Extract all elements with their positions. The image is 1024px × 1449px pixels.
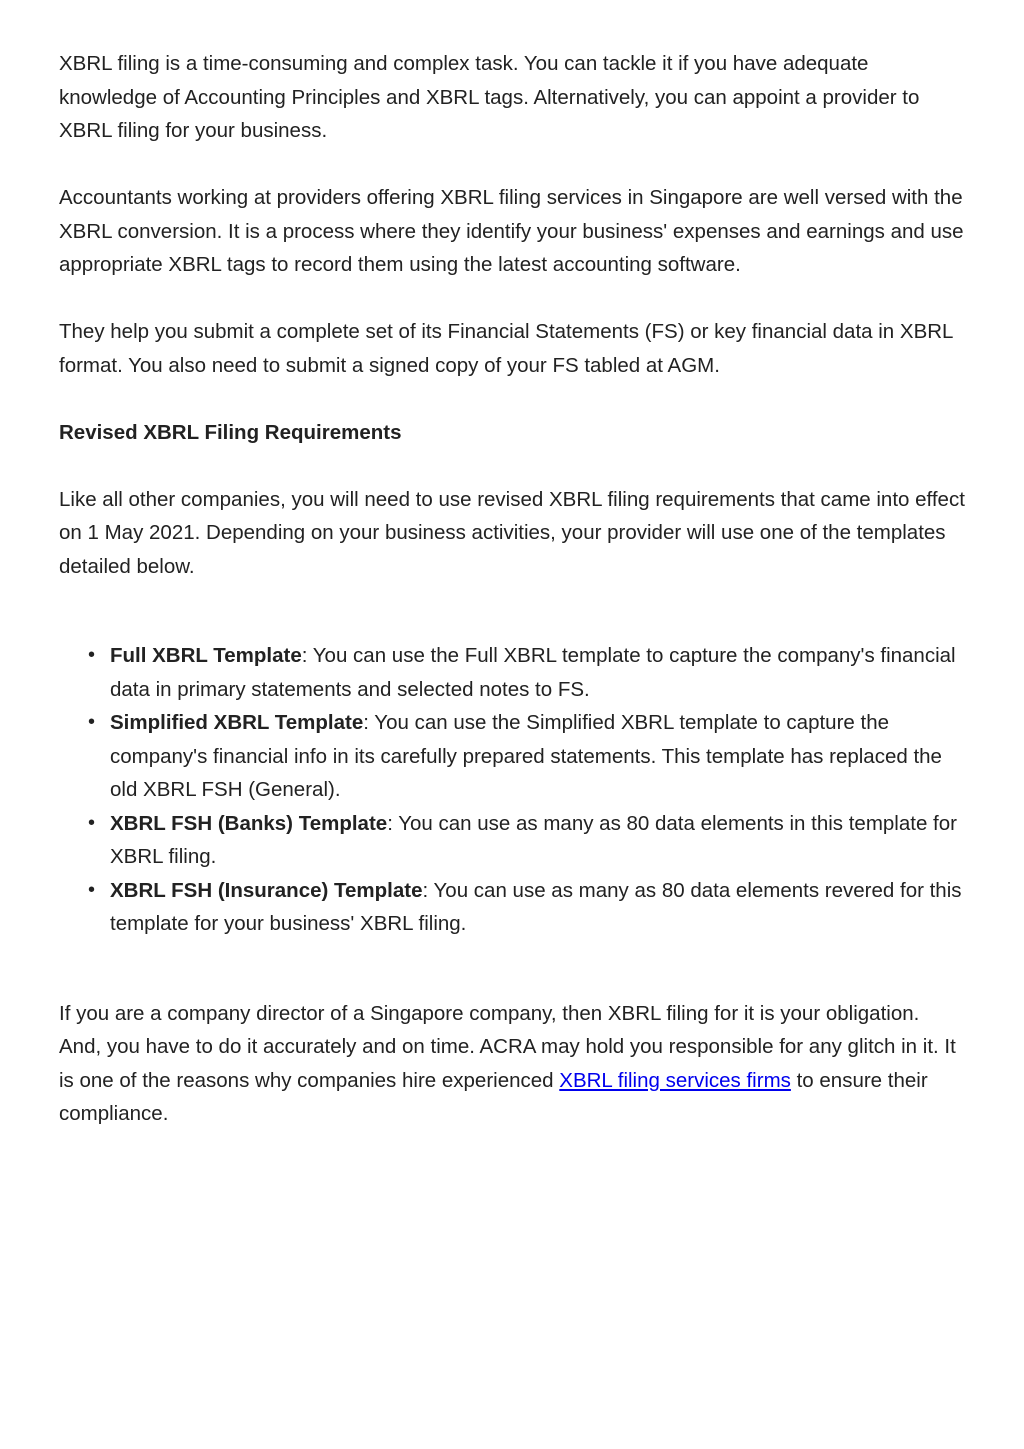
template-description: : You can use the Simplified XBRL template to capture the company's financial info in its carefully prepared statements. This template has replaced the old XBRL FSH (General). — [110, 711, 942, 801]
template-name: Simplified XBRL Template — [110, 711, 364, 734]
list-item — [88, 639, 966, 706]
template-name: XBRL FSH (Insurance) Template — [110, 878, 423, 902]
providers-paragraph: Accountants working at providers offering XBRL filing services in Singapore are well versed with the XBRL conversion. It is a process where they identify your business' expenses and earnings and use appropriate XBRL tags to record them using the latest accounting software. — [59, 186, 964, 276]
template-name: Full XBRL Template — [110, 644, 302, 667]
xbrl-services-link[interactable]: XBRL filing services firms — [559, 1068, 791, 1092]
bullet-icon: • — [88, 644, 96, 666]
submission-paragraph: They help you submit a complete set of its Financial Statements (FS) or key financial data in XBRL format. You also need to submit a signed copy of your FS tabled at AGM. — [59, 320, 953, 377]
list-item — [88, 807, 966, 874]
list-item — [88, 706, 966, 807]
template-description: : You can use as many as 80 data elements in this template for XBRL filing. — [110, 811, 957, 868]
template-name: XBRL FSH (Banks) Template — [110, 811, 388, 835]
compliance-text: If you are a company director of a Singapore company, then XBRL filing for it is your obligation. And, you have to do it accurately and on time. ACRA may hold you responsible for any glitch in it. It is one of the reasons why companies hire experienced — [59, 1001, 956, 1092]
bullet-icon: • — [88, 811, 96, 834]
section-heading: Revised XBRL Filing Requirements — [59, 420, 402, 444]
compliance-text-end: to ensure their compliance. — [59, 1068, 928, 1125]
template-list — [59, 639, 966, 941]
bullet-icon: • — [88, 878, 96, 901]
template-description: : You can use the Full XBRL template to capture the company's financial data in primary statements and selected notes to FS. — [110, 644, 956, 701]
compliance-paragraph — [59, 997, 966, 1131]
list-item — [88, 874, 966, 941]
requirements-paragraph: Like all other companies, you will need to use revised XBRL filing requirements that came into effect on 1 May 2021. Depending on your business activities, your provider will use one of the templates detailed below. — [59, 487, 965, 578]
template-description: : You can use as many as 80 data elements revered for this template for your business' XBRL filing. — [110, 878, 962, 935]
intro-paragraph: XBRL filing is a time-consuming and complex task. You can tackle it if you have adequate knowledge of Accounting Principles and XBRL tags. Alternatively, you can appoint a provider to XBRL filing for your business. — [59, 52, 920, 142]
bullet-icon: • — [88, 711, 96, 733]
